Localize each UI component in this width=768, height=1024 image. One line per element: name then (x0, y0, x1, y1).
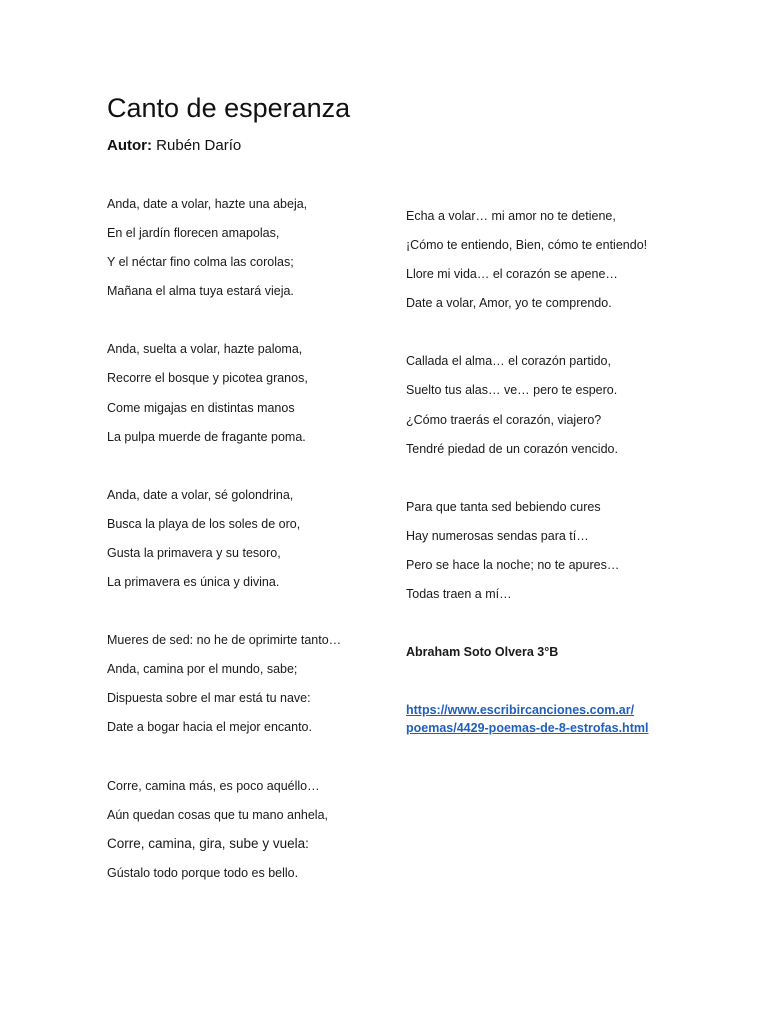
verse-line: Todas traen a mí… (406, 587, 512, 602)
verse-line: ¿Cómo traerás el corazón, viajero? (406, 412, 602, 427)
author-line (107, 136, 241, 156)
stanza-1 (107, 195, 407, 311)
verse-line: Tendré piedad de un corazón vencido. (406, 441, 618, 456)
stanza-7 (406, 352, 706, 468)
author-name: Rubén Darío (156, 137, 242, 154)
signature: Abraham Soto Olvera 3°B (406, 645, 559, 660)
left-column (107, 195, 407, 922)
verse-line: Llore mi vida… el corazón se apene… (406, 267, 618, 282)
verse-line: Gusta la primavera y su tesoro, (107, 545, 281, 560)
verse-line: La primavera es única y divina. (107, 575, 280, 590)
verse-line: ¡Cómo te entiendo, Bien, cómo te entiendo! (406, 238, 648, 253)
verse-line: Gústalo todo porque todo es bello. (107, 865, 299, 880)
verse-line: Anda, date a volar, hazte una abeja, (107, 197, 308, 211)
verse-line: Date a bogar hacia el mejor encanto. (107, 720, 312, 735)
stanza-6 (406, 207, 706, 323)
verse-line: Recorre el bosque y picotea granos, (107, 371, 308, 386)
verse-line: Busca la playa de los soles de oro, (107, 516, 301, 531)
verse-line: Corre, camina, gira, sube y vuela: (107, 835, 309, 851)
verse-line: Dispuesta sobre el mar está tu nave: (107, 691, 311, 706)
stanza-5 (107, 777, 407, 893)
verse-line: Pero se hace la noche; no te apures… (406, 557, 620, 572)
verse-line: Mañana el alma tuya estará vieja. (107, 284, 294, 299)
verse-line: Para que tanta sed bebiendo cures (406, 499, 601, 514)
verse-line: Anda, suelta a volar, hazte paloma, (107, 342, 303, 357)
source-link-line-1[interactable]: https://www.escribircanciones.com.ar/ (406, 703, 635, 718)
verse-line: Suelto tus alas… ve… pero te espero. (406, 383, 618, 398)
verse-line: Mueres de sed: no he de oprimirte tanto… (107, 633, 342, 648)
verse-line: Come migajas en distintas manos (107, 400, 295, 415)
verse-line: Anda, camina por el mundo, sabe; (107, 662, 298, 677)
verse-line: Echa a volar… mi amor no te detiene, (406, 209, 616, 223)
stanza-2 (107, 340, 407, 456)
verse-line: Hay numerosas sendas para tí… (406, 528, 589, 543)
verse-line: Aún quedan cosas que tu mano anhela, (107, 807, 329, 822)
verse-line: La pulpa muerde de fragante poma. (107, 429, 306, 444)
right-column (406, 207, 706, 737)
stanza-8 (406, 498, 706, 614)
verse-line: Callada el alma… el corazón partido, (406, 354, 611, 369)
verse-line: En el jardín florecen amapolas, (107, 226, 280, 241)
verse-line: Anda, date a volar, sé golondrina, (107, 487, 294, 502)
verse-line: Corre, camina más, es poco aquéllo… (107, 778, 320, 793)
source-link-line-2[interactable]: poemas/4429-poemas-de-8-estrofas.html (406, 721, 649, 736)
verse-line: Y el néctar fino colma las corolas; (107, 255, 294, 270)
verse-line: Date a volar, Amor, yo te comprendo. (406, 296, 612, 311)
author-label: Autor: (107, 137, 152, 154)
stanza-4 (107, 631, 407, 747)
poem-title: Canto de esperanza (107, 93, 351, 123)
stanza-3 (107, 486, 407, 602)
